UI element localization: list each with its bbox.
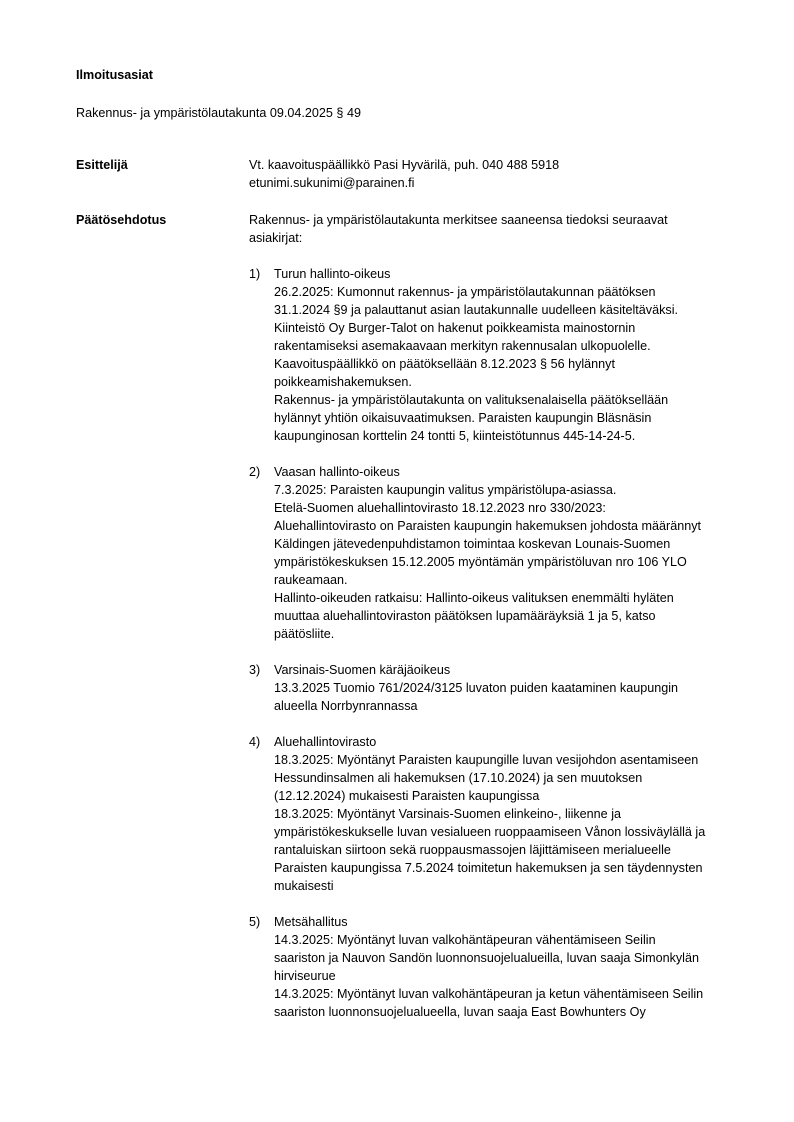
list-item-line: saariston ja Nauvon Sandön luonnonsuojelualueilla, luvan saaja Simonkylän (274, 951, 699, 965)
list-item-line: hylännyt yhtiön oikaisuvaatimuksen. Paraisten kaupungin Bläsnäsin (274, 411, 652, 425)
list-item-line: 13.3.2025 Tuomio 761/2024/3125 luvaton puiden kaataminen kaupungin (274, 681, 679, 695)
list-item-number: 4) (249, 735, 261, 749)
list-item-line: rakentamiseksi asemakaavaan merkityn rakennusalan ulkopuolelle. (274, 339, 651, 353)
list-item-line: mukaisesti (274, 879, 334, 893)
proposal-label: Päätösehdotus (76, 213, 167, 227)
list-item-line: 18.3.2025: Myöntänyt Varsinais-Suomen elinkeino-, liikenne ja (274, 807, 621, 821)
list-item-body (274, 265, 749, 445)
list-item-line: Kiinteistö Oy Burger-Talot on hakenut poikkeamista mainostornin (274, 321, 636, 335)
proposal-line: asiakirjat: (249, 231, 303, 245)
list-item-line: Hessundinsalmen ali hakemuksen (17.10.2024) ja sen muutoksen (274, 771, 643, 785)
list-item-heading: Vaasan hallinto-oikeus (274, 465, 400, 479)
list-item-line: Paraisten kaupungissa 7.5.2024 toimitetun hakemuksen ja sen täydennysten (274, 861, 703, 875)
list-item-body (274, 463, 749, 643)
meeting-reference: Rakennus- ja ympäristölautakunta 09.04.2025 § 49 (76, 106, 361, 120)
list-item-number: 5) (249, 915, 261, 929)
list-item-line: rantaluiskan siirtoon sekä ruoppausmassojen läjittämiseen merialueelle (274, 843, 671, 857)
presenter-name-phone: Vt. kaavoituspäällikkö Pasi Hyvärilä, puh. 040 488 5918 (249, 158, 560, 172)
list-item-line: ympäristökeskuksen 15.12.2005 myöntämän ympäristöluvan nro 106 YLO (274, 555, 687, 569)
list-item-line: (12.12.2024) mukaisesti Paraisten kaupungissa (274, 789, 540, 803)
document-list (249, 265, 749, 1039)
presenter-label: Esittelijä (76, 158, 128, 172)
list-item-line: raukeamaan. (274, 573, 348, 587)
list-item-line: 26.2.2025: Kumonnut rakennus- ja ympäristölautakunnan päätöksen (274, 285, 656, 299)
list-item-line: 18.3.2025: Myöntänyt Paraisten kaupungille luvan vesijohdon asentamiseen (274, 753, 699, 767)
list-item-line: muuttaa aluehallintoviraston päätöksen lupamääräyksiä 1 ja 5, katso (274, 609, 656, 623)
list-item-heading: Metsähallitus (274, 915, 348, 929)
document-title: Ilmoitusasiat (76, 68, 153, 82)
list-item-line: 14.3.2025: Myöntänyt luvan valkohäntäpeuran ja ketun vähentämiseen Seilin (274, 987, 704, 1001)
list-item-number: 1) (249, 267, 261, 281)
list-item-number: 2) (249, 465, 261, 479)
list-item-line: kaupunginosan korttelin 24 tontti 5, kiinteistötunnus 445-14-24-5. (274, 429, 636, 443)
proposal-text (249, 211, 749, 247)
list-item-heading: Turun hallinto-oikeus (274, 267, 391, 281)
list-item-line: alueella Norrbynrannassa (274, 699, 418, 713)
list-item-line: 7.3.2025: Paraisten kaupungin valitus ympäristölupa-asiassa. (274, 483, 617, 497)
list-item-line: poikkeamishakemuksen. (274, 375, 412, 389)
list-item-line: 31.1.2024 §9 ja palauttanut asian lautakunnalle uudelleen käsiteltäväksi. (274, 303, 678, 317)
list-item-number: 3) (249, 663, 261, 677)
list-item-heading: Varsinais-Suomen käräjäoikeus (274, 663, 451, 677)
list-item-line: Rakennus- ja ympäristölautakunta on valituksenalaisella päätöksellään (274, 393, 669, 407)
list-item-line: Käldingen jätevedenpuhdistamon toimintaa koskevan Lounais-Suomen (274, 537, 671, 551)
list-item (249, 661, 749, 715)
list-item-line: hirviseurue (274, 969, 336, 983)
list-item-line: Etelä-Suomen aluehallintovirasto 18.12.2023 nro 330/2023: (274, 501, 606, 515)
list-item-line: 14.3.2025: Myöntänyt luvan valkohäntäpeuran vähentämiseen Seilin (274, 933, 656, 947)
list-item (249, 913, 749, 1021)
list-item (249, 265, 749, 445)
list-item-line: päätösliite. (274, 627, 335, 641)
list-item-line: Aluehallintovirasto on Paraisten kaupungin hakemuksen johdosta määrännyt (274, 519, 702, 533)
list-item-line: Kaavoituspäällikkö on päätöksellään 8.12.2023 § 56 hylännyt (274, 357, 615, 371)
list-item (249, 463, 749, 643)
list-item-line: saariston luonnonsuojelualueella, luvan saaja East Bowhunters Oy (274, 1005, 646, 1019)
list-item-body (274, 661, 749, 715)
list-item-line: ympäristökeskukselle luvan vesialueen ruoppaamiseen Vånon lossiväylällä ja (274, 825, 706, 839)
list-item-heading: Aluehallintovirasto (274, 735, 377, 749)
proposal-line: Rakennus- ja ympäristölautakunta merkitsee saaneensa tiedoksi seuraavat (249, 213, 668, 227)
list-item-body (274, 733, 749, 895)
presenter-info (249, 156, 749, 192)
list-item-line: Hallinto-oikeuden ratkaisu: Hallinto-oikeus valituksen enemmälti hyläten (274, 591, 674, 605)
list-item (249, 733, 749, 895)
presenter-email: etunimi.sukunimi@parainen.fi (249, 176, 415, 190)
list-item-body (274, 913, 749, 1021)
